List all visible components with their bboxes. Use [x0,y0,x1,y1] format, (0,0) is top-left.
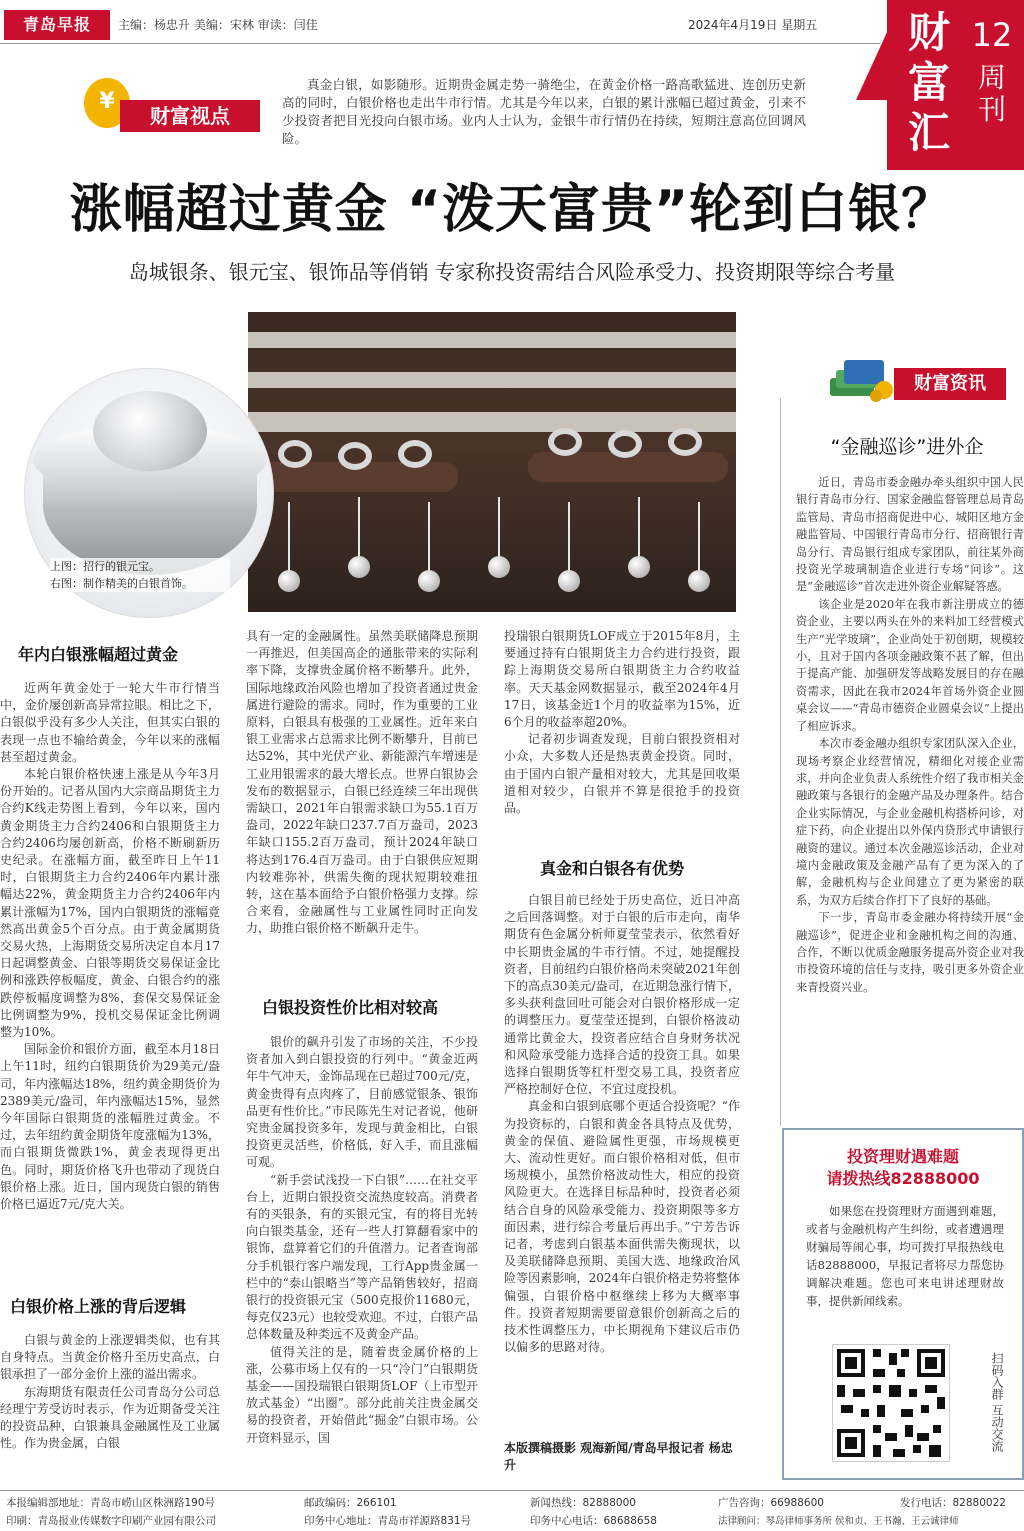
caption-line: 上图：招行的银元宝。 [50,560,160,573]
necklace-pendant [418,570,440,592]
paragraph: 白银与黄金的上涨逻辑类似，也有其自身特点。当黄金价格升至历史高点，白银承担了一部分金价上涨的溢出需求。 [0,1333,220,1382]
news-title: “金融巡诊”进外企 [830,436,984,458]
ring [668,428,702,456]
footer-legal-counsel: 法律顾问：琴岛律师事务所 侯和贞、王书瀚、王云诚律师 [718,1516,959,1527]
necklace-pendant [488,556,510,578]
ingot-dome [93,391,207,471]
section-masthead [887,0,1024,170]
ring [338,442,372,470]
ring [548,428,582,456]
news-body [796,474,1024,996]
qr-code-icon[interactable] [832,1344,950,1462]
hotline-number: 请拨热线82888000 [826,1169,980,1188]
necklace-pendant [348,556,370,578]
footer-print-address: 印务中心地址：青岛市祥源路831号 [304,1515,472,1527]
paragraph: 近两年黄金处于一轮大牛市行情当中，金价屡创新高异常拉眼。相比之下，白银似乎没有多少人关注，但其实白银的表现一点也不输给黄金，今年以来的涨幅甚至超过黄金。 [0,681,220,764]
section-heading: 白银投资性价比相对较高 [262,998,439,1017]
display-shelf [248,332,736,348]
masthead-wedge-decoration [856,30,888,100]
paragraph: 记者初步调查发现，目前白银投资相对小众，大多数人还是热衷黄金投资。同时，由于国内白银产量相对较大，尤其是回收渠道相对较少，白银并不算是很抢手的投资品。 [504,732,740,816]
paragraph: 本轮白银价格快速上涨是从今年3月份开始的。记者从国内大宗商品期货主力合约K线走势图上看到，今年以来，国内黄金期货主力合约2406和白银期货主力合约2406均屡创新高，价格不断刷新历史纪录。在涨幅方面，截至昨日上午11时，白银期货主力合约2406年内累计涨幅达22%，黄金期货主力合约2406年内累计涨幅为17%，国内白银期货的涨幅竟然高出黄金5个百分点。由于黄金属期货交易火热，上海期货交易所决定自本月17日起调整黄金、白银等期货交易保证金比例和涨跌停板幅度，黄金、白银合约的涨跌停板幅度调整为8%，套保交易保证金比例调整为9%，投机交易保证金比例调整为10%。 [0,767,220,1040]
footer-distribution-phone: 发行电话：82880022 [900,1497,1006,1509]
ring [398,440,432,468]
page-header [0,0,880,44]
footer-print-phone: 印务中心电话：68688658 [530,1515,657,1527]
necklace-chain [358,497,360,557]
necklace-pendant [558,570,580,592]
necklace-pendant [628,556,650,578]
display-shelf [248,412,736,432]
necklace-pendant [278,570,300,592]
paragraph: 真金和白银到底哪个更适合投资呢？“作为投资标的，白银和黄金各具特点及优势，黄金的保值、避险属性更强，市场规模更大、流动性更好。而白银价格相对低，但市场规模小，虽然价格波动性大，相应的投资风险更大。在选择目标品种时，投资者必须结合自身的风险承受能力、投资期限等多方面因素，进行综合考量后再出手。”宁芳告诉记者，考虑到白银基本面供需失衡现状，以及美联储降息预期、美国大选、地缘政治风险等因素影响，2024年白银价格走势将整体偏强，白银价格中枢继续上移为大概率事件。投资者短期需要留意银价创新高之后的技术性调整压力，中长期视角下建议后市仍以偏多的思路对待。 [504,1099,740,1355]
display-shelf [248,372,736,388]
sub-headline: 岛城银条、银元宝、银饰品等俏销 专家称投资需结合风险承受力、投资期限等综合考量 [128,260,896,284]
paragraph: 本次市委金融办组织专家团队深入企业，现场考察企业经营情况，精细化对接企业需求，并向企业负责人系统性介绍了我市相关金融政策与各银行的金融产品及办理条件。结合企业实际情况，与企业金融机构搭桥问诊，对症下药，向企业提出以外保内贷形式申请银行融资的建议。通过本次金融巡诊活动，企业对境内金融政策及金融产品有了更为深入的了解，金融机构与企业间建立了更为紧密的联系，为双方后续合作打下了良好的基础。 [796,737,1024,907]
news-section-label: 财富资讯 [894,368,1006,400]
page-number: 12 [971,16,1013,54]
article-column [246,628,478,938]
necklace-chain [568,502,570,572]
section-title: 财富汇 [907,8,950,157]
footer-news-hotline: 新闻热线：82888000 [530,1497,636,1509]
lead-paragraph: 真金白银，如影随形。近期贵金属走势一骑绝尘，在黄金价格一路高歌猛进、连创历史新高的同时，白银价格也走出牛市行情。尤其是今年以来，白银的累计涨幅已超过黄金，引来不少投资者把目光投向白银市场。业内人士认为，金银牛市行情仍在持续，短期注意高位回调风险。 [282,77,806,146]
footer-postcode: 邮政编码：266101 [304,1497,397,1509]
money-stack-icon [826,352,896,402]
paragraph: 下一步，青岛市委金融办将持续开展“金融巡诊”，促进企业和金融机构之间的沟通、合作，不断以优质金融服务提高外资企业对我市投资环境的信任与支持，吸引更多外资企业来青投资兴业。 [796,911,1024,994]
coin-icon: ¥ [84,78,130,128]
article-column [246,1034,478,1447]
necklace-chain [498,497,500,557]
weekly-label: 周刊 [977,61,1006,126]
paragraph: 值得关注的是，随着贵金属价格的上涨，公募市场上仅有的一只“冷门”白银期货基金——国投瑞银白银期货LOF（上市型开放式基金）“出圈”。部分此前关注贵金属交易的投资者，开始借此“掘金”白银市场。公开资料显示，国 [246,1344,478,1445]
paragraph: 投瑞银白银期货LOF成立于2015年8月，主要通过持有白银期货主力合约进行投资，跟踪上海期货交易所白银期货主力合约收益率。天天基金网数据显示，截至2024年4月17日，该基金近1个月的收益率为15%，近6个月的收益率超20%。 [504,629,740,730]
paragraph: 国际金价和银价方面，截至本月18日上午11时，纽约白银期货价为29美元/盎司，年内涨幅达18%，纽约黄金期货价为2389美元/盎司，年内涨幅达15%，显然今年国际白银期货的涨幅胜过黄金。不过，去年纽约黄金期货年度涨幅为13%，而白银期货微跌1%，黄金表现得更出色。同时，期货价格飞升也带动了现货白银价格上涨。近日，国内现货白银的销售价格已逼近7元/克大关。 [0,1042,220,1212]
footer-editorial-address: 本报编辑部地址：青岛市崂山区株洲路190号 [6,1497,216,1509]
hotline-title: 投资理财遇难题 [846,1147,959,1166]
caption-line: 右图：制作精美的白银首饰。 [50,577,193,590]
hotline-description: 如果您在投资理财方面遇到难题，或者与金融机构产生纠纷，或者遭遇理财骗局等闹心事，均可拨打早报热线电话82888000，早报记者将尽力帮您协调解决难题。您也可来电讲述理财故事，提供新闻线索。 [806,1204,1004,1308]
necklace-chain [698,502,700,572]
ring [608,430,642,458]
paragraph: 具有一定的金融属性。虽然美联储降息预期一再推迟，但美国高企的通胀带来的实际利率下降，支撑贵金属价格不断攀升。此外，国际地缘政治风险也增加了投资者通过贵金属进行避险的需求。同时，作为重要的工业原料，白银具有极强的工业属性。近年来白银工业需求占总需求比例不断攀升，目前已达52%，其中光伏产业、新能源汽车增速是工业用银需求的最大增长点。世界白银协会发布的数据显示，白银已经连续三年出现供需缺口，2021年白银需求缺口为55.1百万盎司，2022年缺口237.7百万盎司，2023年缺口155.2百万盎司，预计2024年缺口将达到176.4百万盎司。由于白银供应短期内较难弥补，供需失衡的现状短期较难扭转，这在基本面给予白银价格强力支撑。综合来看，金融属性与工业属性同时正向发力，助推白银价格不断飙升走牛。 [246,629,478,936]
section-heading: 真金和白银各有优势 [540,859,685,878]
ring [278,440,312,468]
column-divider [780,398,781,1126]
article-column [0,680,220,1213]
editor-credits: 主编：杨忠升 美编：宋林 审读：闫佳 [118,18,318,32]
qr-label: 扫码入群 互动交流 [990,1352,1004,1452]
column-label: 财富视点 [120,100,260,132]
issue-date: 2024年4月19日 星期五 [688,18,818,32]
main-headline: 涨幅超过黄金 “泼天富贵”轮到白银？ [69,180,955,240]
footer-ad-phone: 广告咨询：66988600 [718,1497,824,1509]
paragraph: 银价的飙升引发了市场的关注，不少投资者加入到白银投资的行列中。“黄金近两年牛气冲天，金饰品现在已超过700元/克，黄金贵得有点肉疼了，目前感觉银条、银饰品更有性价比。”市民陈先生对记者说，他研究贵金属投资多年，发现与黄金相比，白银投资更灵活些，价格低，好入手，而且涨幅可观。 [246,1035,478,1170]
paragraph: 白银目前已经处于历史高位，近日冲高之后回落调整。对于白银的后市走向，南华期货有色金属分析师夏莹莹表示，依然看好中长期贵金属的牛市行情。不过，她提醒投资者，目前纽约白银价格尚未突破2021年创下的高点30美元/盎司，在近期急涨行情下，多头获利盘回吐可能会对白银价格形成一定的调整压力。夏莹莹还提到，白银价格波动通常比黄金大，投资者应结合自身财务状况和风险承受能力选择合适的投资工具。如果选择白银期货等杠杆型交易工具，投资者应严格控制好仓位，不宜过度投机。 [504,893,740,1097]
necklace-chain [288,502,290,572]
necklace-pendant [688,570,710,592]
section-heading: 年内白银涨幅超过黄金 [18,645,179,664]
article-byline: 本版撰稿摄影 观海新闻/青岛早报记者 杨忠升 [504,1441,733,1472]
hotline-box [782,1128,1024,1480]
paragraph: 近日，青岛市委金融办牵头组织中国人民银行青岛市分行、国家金融监督管理总局青岛监管局、青岛市招商促进中心、城阳区地方金融监管局、中国银行青岛市分行、招商银行青岛分行、青岛银行组成专家团队，前往某外商投资光学玻璃制造企业进行专场“问诊”。这是“金融巡诊”首次走进外资企业解疑答惑。 [796,476,1024,594]
necklace-chain [638,497,640,557]
photo-caption [50,558,230,592]
page-footer [0,1490,1024,1531]
section-heading: 白银价格上涨的背后逻辑 [10,1297,187,1316]
paragraph: 东海期货有限责任公司青岛分公司总经理宁芳受访时表示，作为近期备受关注的投资品种，白银兼具金融属性及工业属性。作为贵金属，白银 [0,1384,220,1451]
necklace-chain [428,502,430,572]
silver-jewelry-photo [248,312,736,612]
paragraph: “新手尝试浅投一下白银”……在社交平台上，近期白银投资交流热度较高。消费者有的买银条，有的买银元宝，有的将目光转向白银类基金，还有一些人打算翻看家中的银饰，盘算着它们的升值潜力。记者查询部分手机银行客户端发现，工行App贵金属一栏中的“泰山银略当”等产品销售较好，招商银行的投资银元宝（500克报价11680元，每克仅23元）也较受欢迎。不过，白银产品总体数量及种类远不及黄金产品。 [246,1172,478,1342]
column-badge [84,78,260,138]
article-column [504,892,740,1356]
article-column [0,1332,220,1452]
article-column [504,628,740,817]
footer-printer: 印刷：青岛报业传媒数字印刷产业园有限公司 [6,1515,216,1527]
paragraph: 该企业是2020年在我市新注册成立的德资企业，主要以两头在外的来料加工经营模式生产“光学玻璃”，企业尚处于初创期，规模较小，且对于国内各项金融政策不甚了解，但出于提高产能、加强研发等战略发展目的存在融资需求，因此在我市2024年首场外资企业圆桌会议——“青岛市德资企业圆桌会议”上提出了相应诉求。 [796,597,1024,733]
newspaper-logo: 青岛早报 [4,10,110,40]
